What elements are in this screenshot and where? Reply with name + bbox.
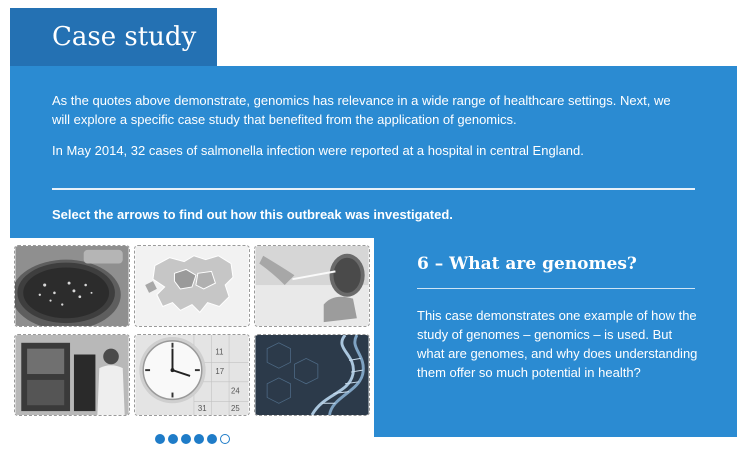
divider [52,188,695,190]
pagination-dot-2[interactable] [168,434,178,444]
lab-scientist-image [14,334,130,416]
pagination-dot-4[interactable] [194,434,204,444]
slide-pagination [155,434,230,444]
instruction-text: Select the arrows to find out how this outbreak was investigated. [52,207,453,222]
calendar-number: 25 [231,404,240,414]
slide-title: 6 – What are genomes? [417,254,637,274]
page-title: Case study [52,22,197,52]
calendar-number: 11 [215,347,224,357]
calendar-number: 17 [215,367,225,377]
europe-map-image [134,245,250,327]
slide-body: This case demonstrates one example of how the study of genomes – genomics – is used. But what are genomes, and why does understanding them offer so much potential in health? [417,308,698,380]
calendar-number: 24 [231,386,240,396]
pagination-dot-1[interactable] [155,434,165,444]
intro-text [52,91,692,172]
lab-swab-image [254,245,370,327]
intro-paragraph-2: In May 2014, 32 cases of salmonella infection were reported at a hospital in central England. [52,143,584,158]
petri-dish-image [14,245,130,327]
image-gallery [10,238,374,462]
clock-calendar-image [134,334,250,416]
pagination-dot-3[interactable] [181,434,191,444]
intro-paragraph-1: As the quotes above demonstrate, genomics has relevance in a wide range of healthcare settings. Next, we will explore a specific case study that benefited from the application of genomics. [52,93,671,127]
pagination-dot-6[interactable] [220,434,230,444]
slide-panel [417,252,697,382]
dna-helix-image [254,334,370,416]
calendar-number: 31 [197,404,207,414]
pagination-dot-5[interactable] [207,434,217,444]
slide-divider [417,288,695,289]
section-tab [10,8,217,66]
